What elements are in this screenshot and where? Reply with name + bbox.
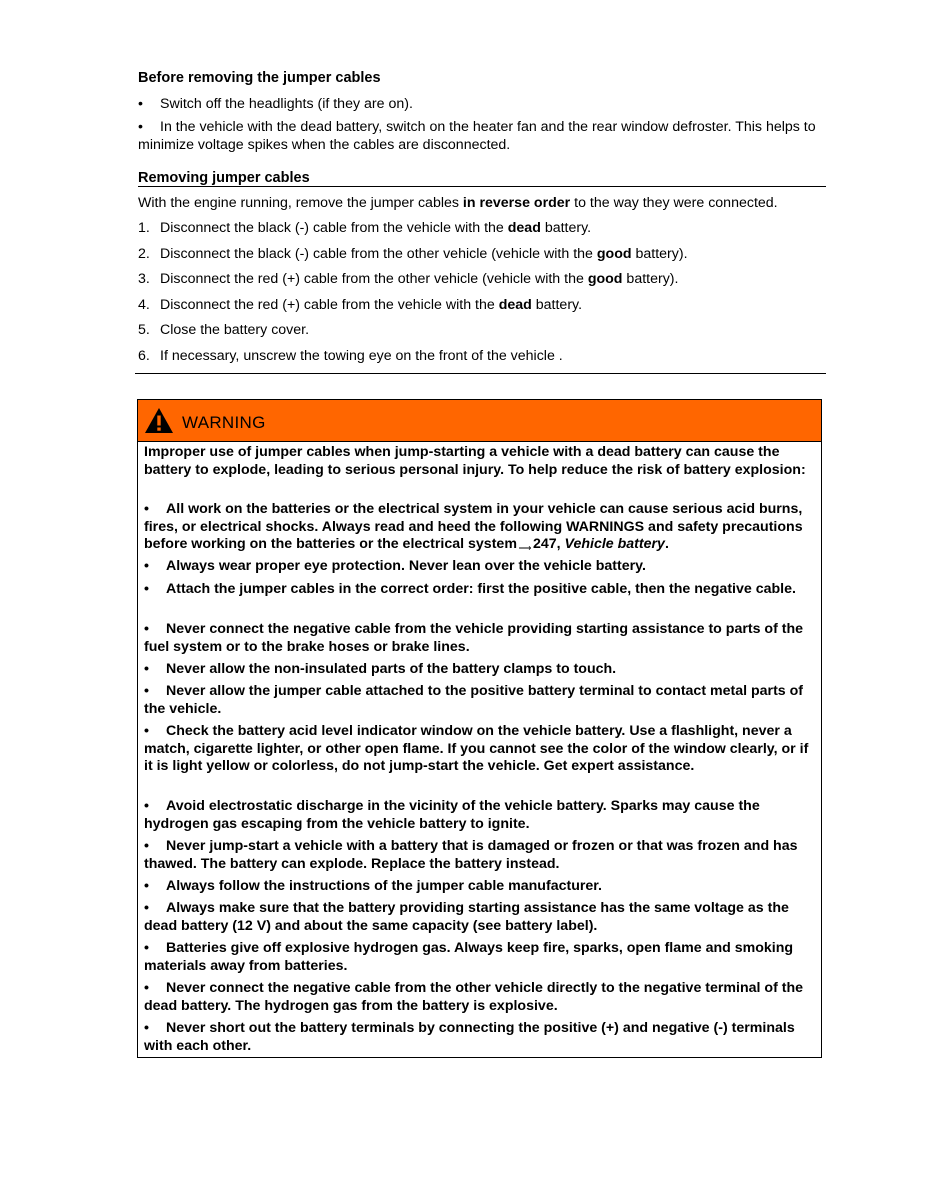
warning-bullet-text: Batteries give off explosive hydrogen gas. Always keep fire, sparks, open flame and smoking materials away from batteries. xyxy=(144,940,794,974)
intro-text: With the engine running, remove the jumper cables xyxy=(138,195,463,211)
bullet-icon: • xyxy=(144,581,149,597)
bullet-icon: • xyxy=(138,96,143,112)
step-text-end: battery. xyxy=(531,297,583,313)
bullet-icon: • xyxy=(138,119,143,135)
removing-intro xyxy=(138,195,828,213)
list-item xyxy=(138,96,828,114)
section-heading-removing: Removing jumper cables xyxy=(138,170,310,186)
step-text: Disconnect the black (-) cable from the vehicle with the xyxy=(160,220,508,236)
warning-intro: Improper use of jumper cables when jump-starting a vehicle with a dead battery can cause the battery to explode, leading to serious personal injury. To help reduce the risk of battery explosion: xyxy=(144,444,806,478)
step-emphasis: good xyxy=(587,271,623,287)
bullet-icon: • xyxy=(144,878,149,894)
bullet-icon: • xyxy=(144,900,149,916)
numbered-step xyxy=(138,348,828,366)
numbered-step xyxy=(138,297,828,315)
warning-bullet xyxy=(144,683,816,718)
numbered-step xyxy=(138,322,828,340)
section-divider xyxy=(135,373,826,374)
step-emphasis: good xyxy=(596,246,632,262)
warning-bullet-text: Always wear proper eye protection. Never lean over the vehicle battery. xyxy=(166,558,646,574)
list-item-text: In the vehicle with the dead battery, switch on the heater fan and the rear window defroster. This helps to minimize voltage spikes when the cables are disconnected. xyxy=(138,119,816,153)
step-number: 3. xyxy=(138,271,150,287)
numbered-step xyxy=(138,271,828,289)
warning-title: WARNING xyxy=(182,413,266,432)
warning-bullet xyxy=(144,878,816,896)
step-emphasis: dead xyxy=(498,297,532,313)
step-number: 5. xyxy=(138,322,150,338)
page-reference-arrow-icon: ⟶ xyxy=(518,543,532,554)
heading-underline xyxy=(138,186,826,187)
step-text-end: battery). xyxy=(622,271,679,287)
step-text: If necessary, unscrew the towing eye on the front of the vehicle . xyxy=(160,348,563,364)
numbered-step xyxy=(138,220,828,238)
warning-box xyxy=(137,399,822,1058)
bullet-icon: • xyxy=(144,838,149,854)
warning-bullet-text: Attach the jumper cables in the correct order: first the positive cable, then the negative cable. xyxy=(166,581,796,597)
warning-bullet-text: Never connect the negative cable from the vehicle providing starting assistance to parts of the fuel system or to the brake hoses or brake lines. xyxy=(144,621,804,655)
numbered-step xyxy=(138,246,828,264)
warning-bullet-text: Avoid electrostatic discharge in the vicinity of the vehicle battery. Sparks may cause the hydrogen gas escaping from the vehicle battery to ignite. xyxy=(144,798,760,832)
bullet-icon: • xyxy=(144,723,149,739)
warning-bullet xyxy=(144,501,816,558)
warning-bullet-text: Never jump-start a vehicle with a battery that is damaged or frozen or that was frozen and has thawed. The battery can explode. Replace the battery instead. xyxy=(144,838,798,872)
step-number: 2. xyxy=(138,246,150,262)
bullet-icon: • xyxy=(144,558,149,574)
warning-bullet xyxy=(144,661,816,679)
warning-bullet xyxy=(144,900,816,935)
warning-bullet-text: All work on the batteries or the electrical system in your vehicle can cause serious acid burns, fires, or electrical shocks. Always read and heed the following WARNINGS and safety precautions before working on the batteries or the electrical system xyxy=(144,501,803,553)
warning-bullet xyxy=(144,940,816,975)
warning-bullet xyxy=(144,1020,816,1055)
step-emphasis: dead xyxy=(507,220,541,236)
page-reference-title[interactable]: Vehicle battery xyxy=(564,536,665,553)
warning-bullet xyxy=(144,723,816,776)
list-item-text: Switch off the headlights (if they are on). xyxy=(160,96,413,112)
warning-bullet-text: Always make sure that the battery providing starting assistance has the same voltage as the dead battery (12 V) and about the same capacity (see battery label). xyxy=(144,900,789,934)
section-heading-before-removing: Before removing the jumper cables xyxy=(138,70,381,86)
bullet-icon: • xyxy=(144,501,149,517)
warning-bullet xyxy=(144,581,816,599)
step-number: 6. xyxy=(138,348,150,364)
warning-bullet xyxy=(144,798,816,833)
page-reference-number: 247, xyxy=(532,536,561,553)
warning-bullet xyxy=(144,980,816,1015)
warning-bullet-text: Never allow the jumper cable attached to the positive battery terminal to contact metal parts of the vehicle. xyxy=(144,683,804,717)
warning-bullet xyxy=(144,838,816,873)
bullet-icon: • xyxy=(144,798,149,814)
warning-bullet xyxy=(144,558,816,576)
warning-bullet-text: Check the battery acid level indicator window on the vehicle battery. Use a flashlight, never a match, cigarette lighter, or other open flame. If you cannot see the color of the window clearly, or if it is light yellow or colorless, do not jump-start the vehicle. Get expert assistance. xyxy=(144,723,809,775)
bullet-icon: • xyxy=(144,980,149,996)
warning-bullet-text: Never short out the battery terminals by connecting the positive (+) and negative (-) terminals with each other. xyxy=(144,1020,795,1054)
warning-bullet-end: . xyxy=(664,536,669,553)
intro-text-end: to the way they were connected. xyxy=(570,195,778,211)
step-text: Close the battery cover. xyxy=(160,322,310,338)
bullet-icon: • xyxy=(144,661,149,677)
warning-bullet-text: Always follow the instructions of the jumper cable manufacturer. xyxy=(166,878,602,894)
warning-bullet-text: Never connect the negative cable from the other vehicle directly to the negative terminal of the dead battery. The hydrogen gas from the battery is explosive. xyxy=(144,980,804,1014)
step-text: Disconnect the red (+) cable from the vehicle with the xyxy=(160,297,499,313)
bullet-icon: • xyxy=(144,683,149,699)
intro-emphasis: in reverse order xyxy=(462,195,571,211)
step-text: Disconnect the black (-) cable from the other vehicle (vehicle with the xyxy=(160,246,597,262)
warning-bullet-text: Never allow the non-insulated parts of the battery clamps to touch. xyxy=(166,661,617,677)
step-text-end: battery). xyxy=(631,246,688,262)
warning-bullet xyxy=(144,621,816,656)
warning-header xyxy=(138,400,821,442)
bullet-icon: • xyxy=(144,940,149,956)
step-text-end: battery. xyxy=(540,220,592,236)
step-text: Disconnect the red (+) cable from the other vehicle (vehicle with the xyxy=(160,271,588,287)
bullet-icon: • xyxy=(144,1020,149,1036)
list-item xyxy=(138,119,828,154)
step-number: 4. xyxy=(138,297,150,313)
bullet-icon: • xyxy=(144,621,149,637)
warning-triangle-icon xyxy=(144,407,174,434)
step-number: 1. xyxy=(138,220,150,236)
